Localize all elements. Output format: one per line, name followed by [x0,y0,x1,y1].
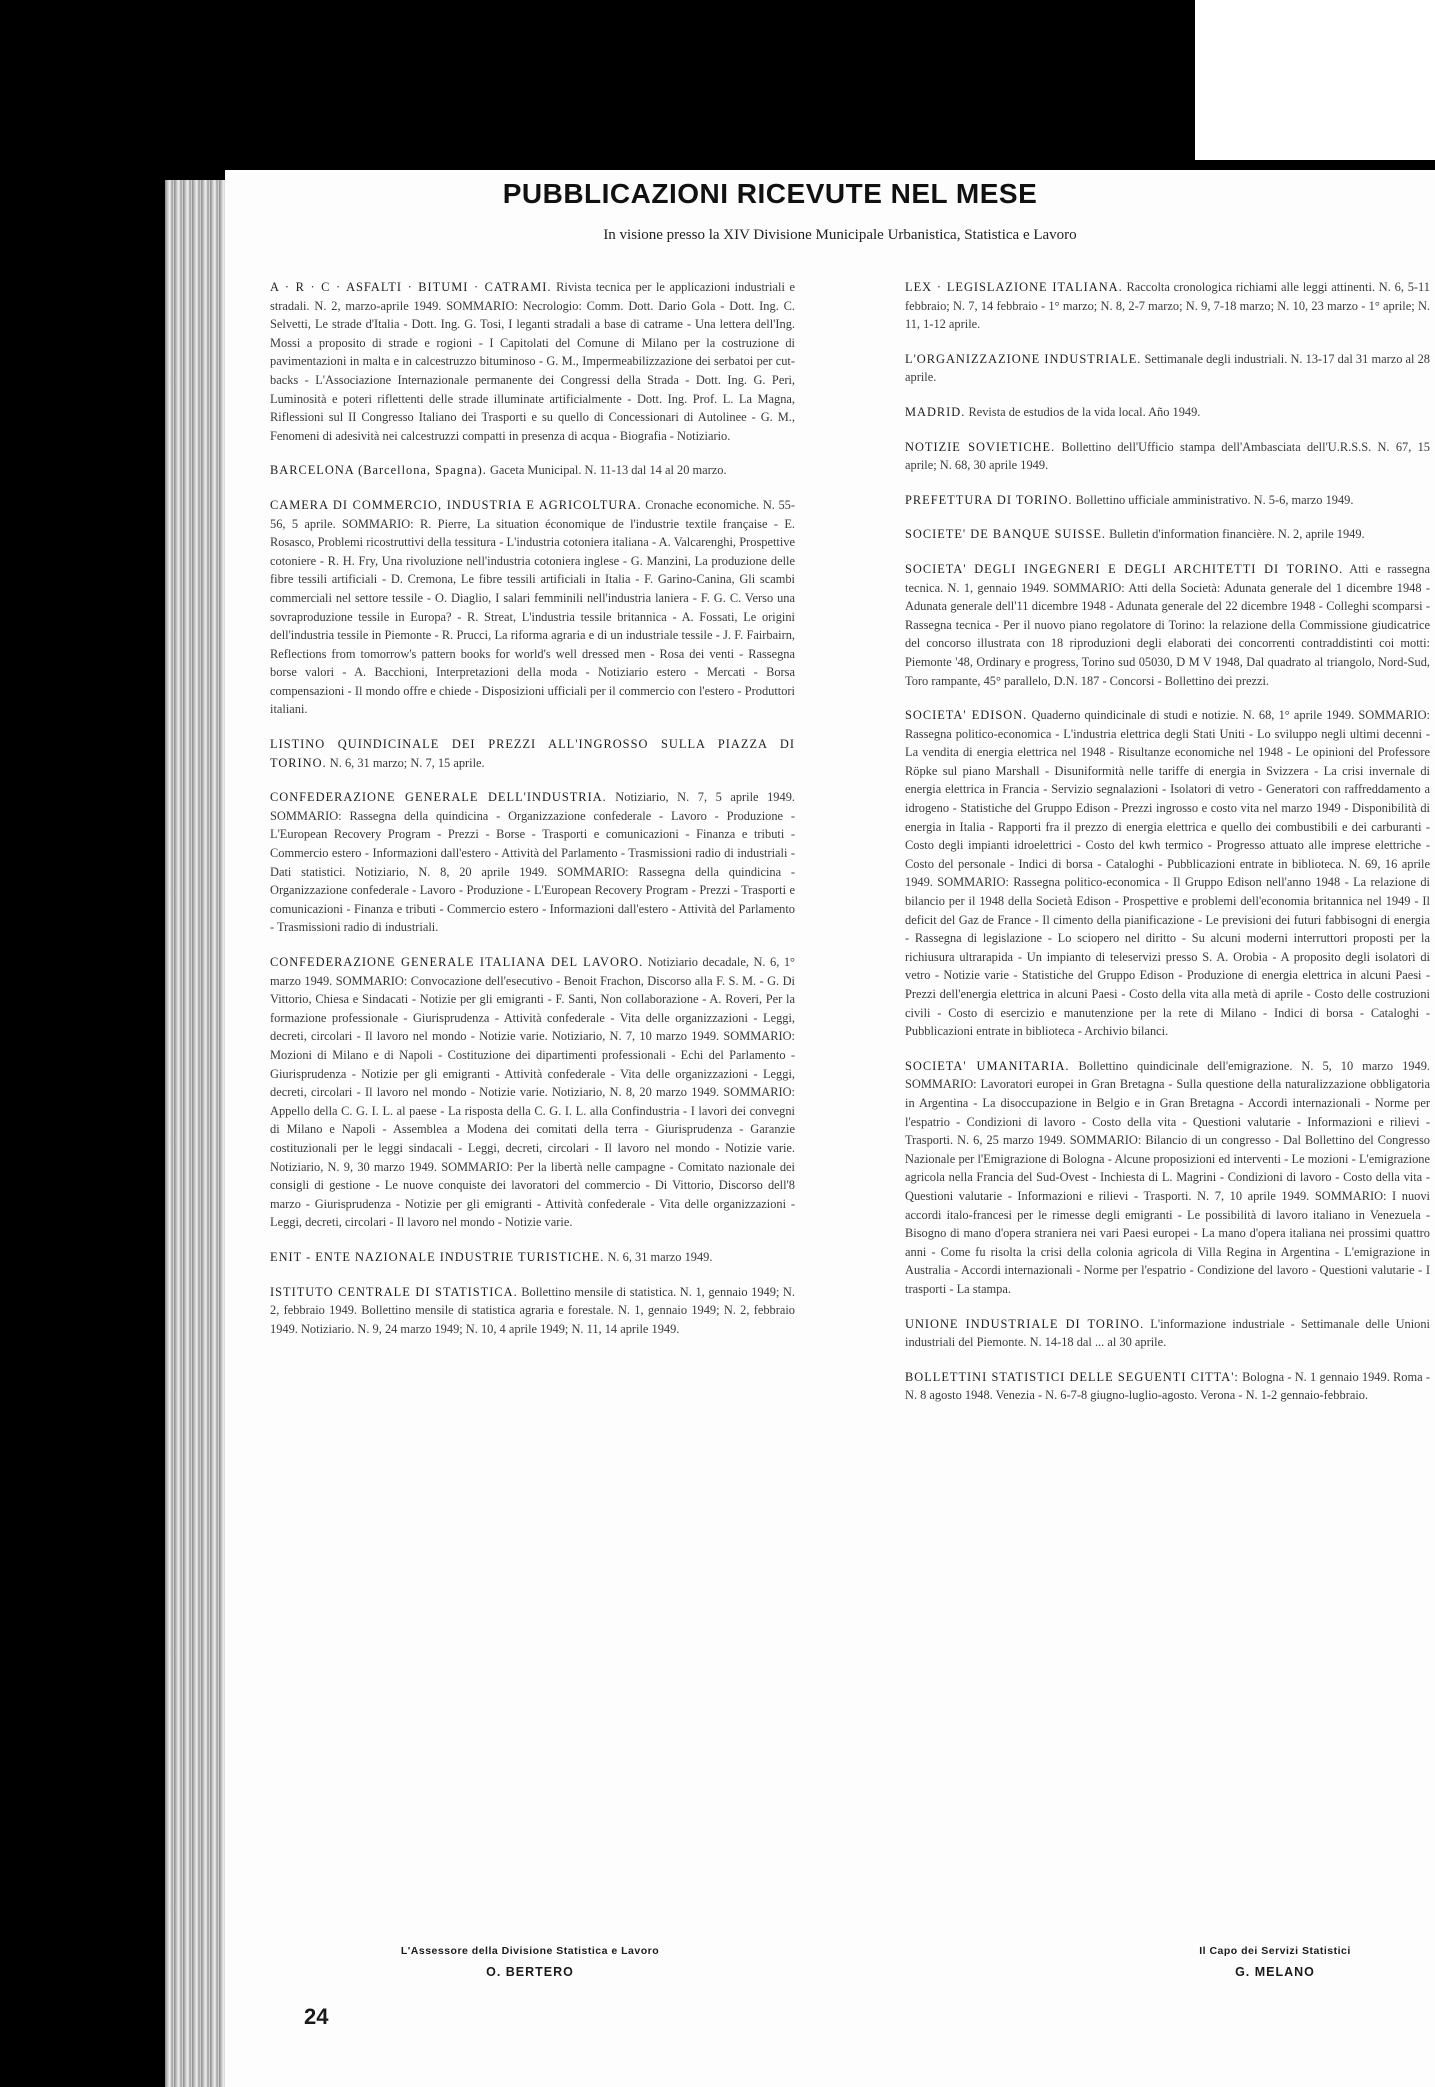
entry-title: PREFETTURA DI TORINO. [905,492,1073,507]
entry-title: L'ORGANIZZAZIONE INDUSTRIALE. [905,351,1142,366]
entry-title: UNIONE INDUSTRIALE DI TORINO. [905,1316,1145,1331]
entry-title: SOCIETA' EDISON. [905,708,1028,723]
entry-text: Rivista tecnica per le applicazioni industriali e stradali. N. 2, marzo-aprile 1949. SOMMARIO: Necrologio: Comm. Dott. Dario Gola - Dott. Ing. C. Selvetti, Le strade d'Italia - Dott. Ing. G. Tosi, I leganti stradali a base di catrame - Una lettera dell'Ing. Mossi a proposito di strade e rogioni - I Capitolati del Comune di Milano per la costruzione di pavimentazioni in malta e in calcestruzzo bituminoso - G. M., Impermeabilizzazione dei serbatoi per cut-backs - L'Associazione Internazionale permanente dei Congressi della Strada - Dott. Ing. G. Peri, Luminosità e poteri riflettenti delle strade illuminate artificialmente - Dott. Ing. Prof. L. La Magna, Riflessioni sul II Congresso Italiano dei Trasporti e su quello di Concessionari di Autolinee - G. M., Fenomeni di adesività nei calcestruzzi compatti in presenza di acqua - Biografia - Notiziario. [270,280,795,443]
entry-title: ISTITUTO CENTRALE DI STATISTICA. [270,1284,518,1299]
publication-entry [905,438,1430,475]
entry-text: Quaderno quindicinale di studi e notizie. N. 68, 1° aprile 1949. SOMMARIO: Rassegna politico-economica - L'industria elettrica degli Stati Uniti - Lo sviluppo negli ultimi decenni - La vendita di energia elettrica nel 1948 - Risultanze economiche nel 1948 - Le opinioni del Professore Röpke sul piano Marshall - Disuniformità nelle tariffe di energia in Svizzera - La crisi invernale di energia elettrica in Francia - Servizio segnalazioni - Isolatori di vetro - Generatori con raffreddamento a idrogeno - Statistiche del Gruppo Edison - Prezzi ingrosso e costo vita nel marzo 1949 - Disponibilità di energia in Italia - Rapporti fra il prezzo di energia elettrica e quello dei combustibili e dei carburanti - Costo degli impianti idroelettrici - Costo del kwh termico - Progresso attuato alle imprese elettriche - Costo del personale - Indici di borsa - Cataloghi - Pubblicazioni entrate in biblioteca. N. 69, 16 aprile 1949. SOMMARIO: Rassegna politico-economica - Il Gruppo Edison nell'anno 1948 - La relazione di bilancio per il 1948 della Società Edison - Prospettive e problemi dell'economia britannica nel 1949 - Il deficit del Gaz de France - Il cimento della pianificazione - Le previsioni dei futuri fabbisogni di energia - Rassegna di legislazione - Lo sciopero nel diritto - Su alcuni moderni interruttori proposti per la richiusura ultrarapida - Un impianto di teleservizi presso S. A. Orobia - A proposito degli isolatori di vetro - Notizie varie - Statistiche del Gruppo Edison - Produzione di energia elettrica in alcuni Paesi - Prezzi dell'energia elettrica in alcuni Paesi - Costo della vita alla metà di aprile - Costo delle costruzioni civili - Costo di esercizio e manutenzione per la rete di Milano - Indici di borsa - Cataloghi - Pubblicazioni entrate in biblioteca - Archivio bilanci. [905,708,1430,1039]
entry-text: Bulletin d'information financière. N. 2, aprile 1949. [1109,527,1365,542]
entry-title: SOCIETA' UMANITARIA. [905,1058,1070,1073]
publication-entry [270,735,795,772]
signature-block-left [330,1945,730,1979]
entry-title: LISTINO QUINDICINALE DEI PREZZI ALL'INGROSSO SULLA PIAZZA DI TORINO. [270,737,795,770]
publication-entry [905,1315,1430,1352]
entry-title: CONFEDERAZIONE GENERALE ITALIANA DEL LAVORO. [270,955,644,969]
publication-entry [905,560,1430,690]
entry-title: LEX · LEGISLAZIONE ITALIANA. [905,280,1123,294]
page-subtitle: In visione presso la XIV Divisione Municipale Urbanistica, Statistica e Lavoro [603,227,1077,243]
entry-text: L'informazione industriale - Settimanale delle Unioni industriali del Piemonte. N. 14-18 dal ... al 30 aprile. [905,1316,1430,1350]
entry-text: Bollettino ufficiale amministrativo. N. 5-6, marzo 1949. [1075,492,1354,507]
entry-title: ENIT - ENTE NAZIONALE INDUSTRIE TURISTICHE. [270,1249,605,1264]
page-number: 24 [304,2004,329,2029]
entry-text: Bollettino dell'Ufficio stampa dell'Ambasciata dell'U.R.S.S. N. 67, 15 aprile; N. 68, 30 aprile 1949. [905,439,1430,473]
signatory-name: O. BERTERO [486,1965,574,1979]
entry-text: Bollettino quindicinale dell'emigrazione. N. 5, 10 marzo 1949. SOMMARIO: Lavoratori europei in Gran Bretagna - Sulla questione della naturalizzazione obbligatoria in Argentina - La disoccupazione in Belgio e in Gran Bretagna - Accordi internazionali - Norme per l'espatrio - Condizioni di lavoro - Costo della vita - Questioni valutarie - Informazioni e rilievi - Trasporti. N. 6, 25 marzo 1949. SOMMARIO: Bilancio di un congresso - Dal Bollettino del Congresso Nazionale per l'Emigrazione di Bologna - Alcune proposizioni ed interventi - Le mozioni - L'emigrazione agricola nella Francia del Sud-Ovest - Inchiesta di L. Magrini - Condizioni di lavoro - Costo della vita - Questioni valutarie - Informazioni e rilievi - Trasporti. N. 7, 10 aprile 1949. SOMMARIO: I nuovi accordi italo-francesi per le rimesse degli emigranti - Le possibilità di lavoro italiano in Venezuela - Bisogno di mano d'opera straniera nei vari Paesi europei - La mano d'opera italiana nei prossimi quattro anni - Come fu risolta la crisi della colonia agricola di Villa Regina in Argentina - L'emigrazione in Australia - Accordi internazionali - Norme per l'espatrio - Condizione del lavoro - Questioni valutarie - I trasporti - La stampa. [905,1058,1430,1296]
publication-entry [905,1057,1430,1299]
publication-entry [270,1248,795,1267]
entry-title: MADRID. [905,404,966,419]
publication-entry [270,788,795,937]
entry-text: N. 6, 31 marzo; N. 7, 15 aprile. [329,755,485,770]
publication-entry [270,278,795,445]
publication-entry [905,1368,1430,1405]
entry-text: Notiziario, N. 7, 5 aprile 1949. SOMMARIO: Rassegna della quindicina - Organizzazione confederale - Lavoro - Produzione - L'European Recovery Program - Prezzi - Borse - Trasporti e comunicazioni - Finanza e tributi - Commercio estero - Informazioni dall'estero - Attività del Parlamento - Trasmissioni radio di industriali - Dati statistici. Notiziario, N. 8, 20 aprile 1949. SOMMARIO: Rassegna della quindicina - Organizzazione confederale - Lavoro - Produzione - L'European Recovery Program - Prezzi - Trasporti e comunicazioni - Finanza e tributi - Commercio estero - Informazioni dall'estero - Attività del Parlamento - Trasmissioni radio di industriali. [270,790,795,935]
entry-text: Settimanale degli industriali. N. 13-17 dal 31 marzo al 28 aprile. [905,351,1430,385]
publication-entry [270,1283,795,1339]
signatory-role: L'Assessore della Divisione Statistica e Lavoro [400,1945,660,1957]
entry-text: Bollettino mensile di statistica. N. 1, gennaio 1949; N. 2, febbraio 1949. Bollettino mensile di statistica agraria e forestale. N. 1, gennaio 1949; N. 2, febbraio 1949. Notiziario. N. 9, 24 marzo 1949; N. 10, 4 aprile 1949; N. 11, 14 aprile 1949. [270,1284,795,1336]
entry-title: CONFEDERAZIONE GENERALE DELL'INDUSTRIA. [270,790,607,805]
publication-entry [905,278,1430,334]
scan-background-top-right [1195,0,1435,160]
signatory-role: Il Capo dei Servizi Statistici [1199,1945,1351,1957]
signature-block-right [1115,1945,1435,1979]
entry-text: Atti e rassegna tecnica. N. 1, gennaio 1949. SOMMARIO: Atti della Società: Adunata generale del 1 dicembre 1948 - Adunata generale dell'11 dicembre 1948 - Adunata generale del 22 dicembre 1948 - Colleghi scomparsi - Rassegna tecnica - Per il nuovo piano regolatore di Torino: la relazione della Commissione giudicatrice del concorso illustrata con 18 riproduzioni degli elaborati dei concorrenti contraddistinti coi motti: Piemonte '48, Ordinary e progress, Torino sud 05030, D M V 1948, Dal quadrato al triangolo, Nord-Sud, Toro rampante, 45° parallelo, D.N. 187 - Concorsi - Bollettino dei prezzi. [905,561,1430,688]
publication-entry [270,496,795,719]
entry-text: N. 6, 31 marzo 1949. [607,1249,713,1264]
entry-title: CAMERA DI COMMERCIO, INDUSTRIA E AGRICOLTURA. [270,497,642,512]
publication-entry [905,403,1430,422]
entry-title: BARCELONA (Barcellona, Spagna). [270,463,487,478]
publication-entry [905,525,1430,544]
entry-title: SOCIETE' DE BANQUE SUISSE. [905,527,1107,542]
signatory-name: G. MELANO [1235,1965,1315,1979]
publication-entry [905,706,1430,1041]
entry-text: Cronache economiche. N. 55-56, 5 aprile. SOMMARIO: R. Pierre, La situation économique de l'industrie textile française - E. Rosasco, Problemi ricostruttivi della tessitura - L'industria cotoniera italiana - A. Valcarenghi, Prospettive cotoniere - R. H. Fry, Una rivoluzione nell'industria cotoniera inglese - G. Manzini, La produzione delle fibre tessili artificiali - D. Cremona, Le fibre tessili artificiali in Italia - F. Garino-Canina, Gli scambi commerciali nel settore tessile - O. Diaglio, I salari femminili nell'industria laniera - F. G. C. Verso una sovraproduzione tessile in Europa? - R. Streat, L'industria tessile britannica - A. Fossati, Le origini dell'industria tessile in Piemonte - R. Prucci, La riforma agraria e di un industriale tessile - J. F. Fairbairn, Reflections from tomorrow's pattern books for world's well dressed men - Rosa dei venti - Rassegna borse valori - A. Bacchioni, Interpretazioni della moda - Notiziario estero - Mercati - Borsa compensazioni - Il mondo offre e chiede - Disposizioni ufficiali per il commercio con l'estero - Produttori italiani. [270,497,795,717]
publication-entry [270,461,795,480]
entry-title: BOLLETTINI STATISTICI DELLE SEGUENTI CITTA': [905,1369,1239,1384]
entry-text: Raccolta cronologica richiami alle leggi attinenti. N. 6, 5-11 febbraio; N. 7, 14 febbraio - 1° marzo; N. 8, 2-7 marzo; N. 9, 7-18 marzo; N. 10, 23 marzo - 1° aprile; N. 11, 1-12 aprile. [905,280,1430,332]
entry-text: Notiziario decadale, N. 6, 1° marzo 1949. SOMMARIO: Convocazione dell'esecutivo - Benoit Frachon, Discorso alla F. S. M. - G. Di Vittorio, Chiesa e Sindacati - Notizie per gli emigranti - F. Santi, Non collaborazione - A. Roveri, Per la formazione professionale - Giurisprudenza - Attività confederale - Vita delle organizzazioni - Leggi, decreti, circolari - Il lavoro nel mondo - Notizie varie. Notiziario, N. 7, 10 marzo 1949. SOMMARIO: Mozioni di Milano e di Napoli - Costituzione dei dipartimenti professionali - Echi del Parlamento - Giurisprudenza - Notizie per gli emigranti - Attività confederale - Vita delle organizzazioni - Leggi, decreti, circolari - Il lavoro nel mondo - Notizie varie. Notiziario, N. 8, 20 marzo 1949. SOMMARIO: Appello della C. G. I. L. al paese - La risposta della C. G. I. L. alla Confindustria - I lavori dei convegni di Milano e Napoli - Assemblea a Modena dei comitati della terra - Giurisprudenza - Garanzie costituzionali per le leggi sindacali - Leggi, decreti, circolari - Il lavoro nel mondo - Notizie varie. Notiziario, N. 9, 30 marzo 1949. SOMMARIO: Per la libertà nelle campagne - Comitato nazionale dei consigli di gestione - Le nuove conquiste dei lavoratori del commercio - Di Vittorio, Discorso dell'8 marzo - Giurisprudenza - Notizie per gli emigranti - Attività confederale - Vita delle organizzazioni - Leggi, decreti, circolari - Il lavoro nel mondo - Notizie varie. [270,955,795,1230]
left-column [270,278,795,1354]
entry-text: Revista de estudios de la vida local. Año 1949. [968,404,1201,419]
publication-entry [270,953,795,1232]
publication-entry [905,491,1430,510]
entry-title: SOCIETA' DEGLI INGEGNERI E DEGLI ARCHITETTI DI TORINO. [905,561,1344,576]
page-title: PUBBLICAZIONI RICEVUTE NEL MESE [502,178,1038,209]
stacked-page-edges [165,180,225,2087]
entry-text: Gaceta Municipal. N. 11-13 dal 14 al 20 marzo. [489,463,727,478]
right-column [905,278,1430,1421]
entry-title: A · R · C · ASFALTI · BITUMI · CATRAMI. [270,280,552,294]
entry-text: Bologna - N. 1 gennaio 1949. Roma - N. 8 agosto 1948. Venezia - N. 6-7-8 giugno-luglio-agosto. Verona - N. 1-2 gennaio-febbraio. [905,1369,1430,1403]
publication-entry [905,350,1430,387]
entry-title: NOTIZIE SOVIETICHE. [905,439,1056,454]
scan-border-left [0,180,165,2087]
